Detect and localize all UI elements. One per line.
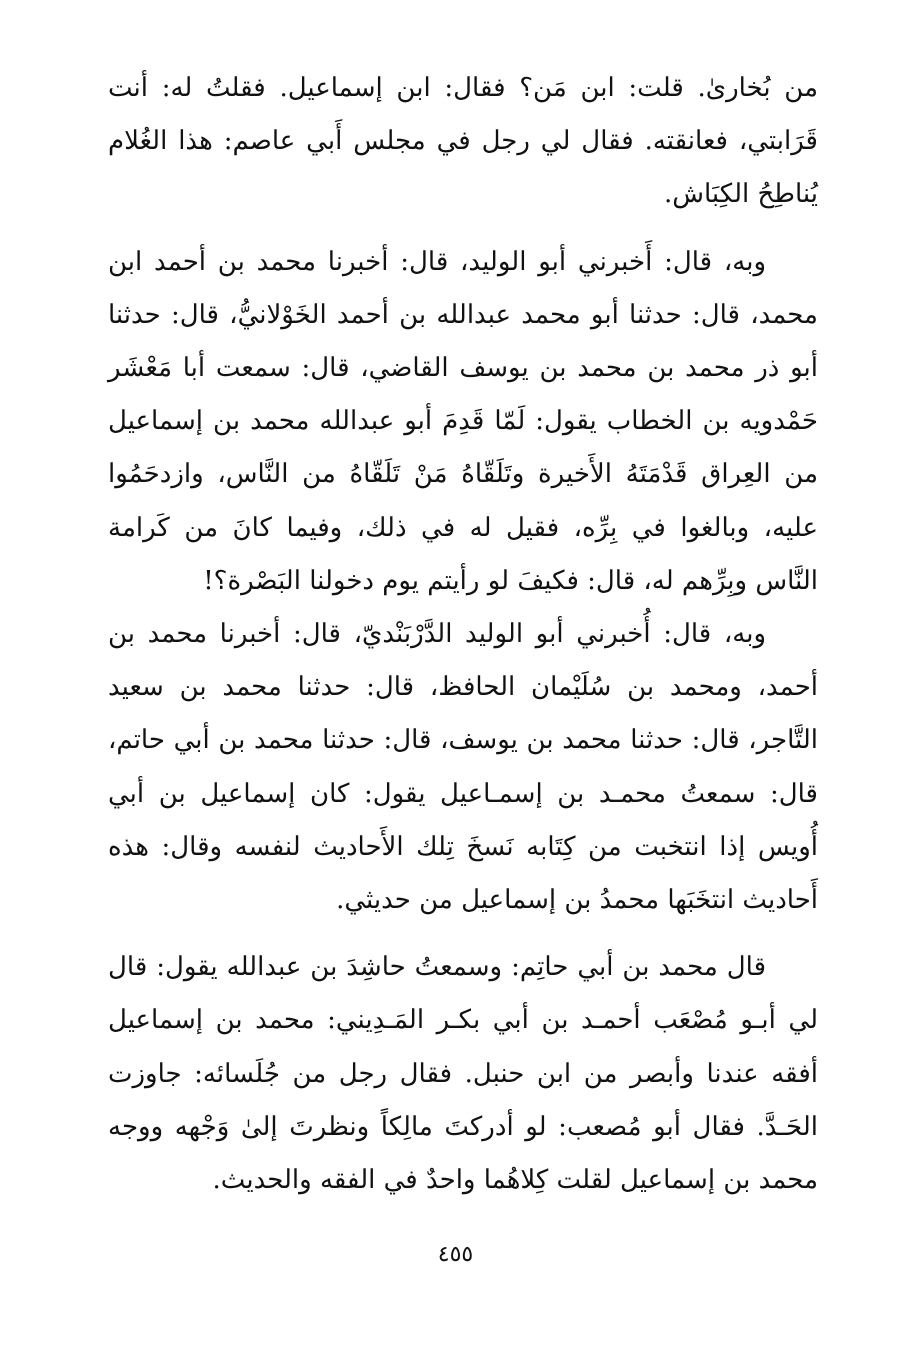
paragraph-1: من بُخارىٰ. قلت: ابن مَن؟ فقال: ابن إسماعيل. فقلتُ له: أنت قَرَابتي، فعانقته. فقال لي رجل في مجلس أَبي عاصم: هذا الغُلام يُناطِحُ الكِبَاش. <box>108 73 818 210</box>
paragraph-gap <box>108 927 818 941</box>
paragraph-gap <box>108 222 818 236</box>
paragraph-4: قال محمد بن أبي حاتِم: وسمعتُ حاشِدَ بن عبدالله يقول: قال لي أبـو مُصْعَب أحمـد بن أبي بكـر المَـدِيني: محمد بن إسماعيل أفقه عندنا وأبصر من ابن حنبل. فقال رجل من جُلَسائه: جاوزت الحَـدَّ. فقال أبو مُصعب: لو أدركتَ مالِكاً ونظرتَ إلىٰ وَجْهه ووجه محمد بن إسماعيل لقلت كِلاهُما واحدٌ في الفقه والحديث. <box>108 952 818 1196</box>
paragraph-3: وبه، قال: أُخبرني أبو الوليد الدَّرْبَنْديّ، قال: أخبرنا محمد بن أحمد، ومحمد بن سُلَيْمان الحافظ، قال: حدثنا محمد بن سعيد التَّاجر، قال: حدثنا محمد بن يوسف، قال: حدثنا محمد بن أبي حاتم، قال: سمعتُ محمـد بن إسمـاعيل يقول: كان إسماعيل بن أبي أُويس إذا انتخبت من كِتَابه نَسخَ تِلك الأَحاديث لنفسه وقال: هذه أَحاديث انتخَبَها محمدُ بن إسماعيل من حديثي. <box>108 619 818 916</box>
page-number: ٤٥٥ <box>437 1242 474 1267</box>
page-body <box>108 62 818 1207</box>
paragraph-2: وبه، قال: أَخبرني أبو الوليد، قال: أخبرنا محمد بن أحمد ابن محمد، قال: حدثنا أبو محمد عبدالله بن أحمد الخَوْلانيُّ، قال: حدثنا أبو ذر محمد بن محمد بن يوسف القاضي، قال: سمعت أبا مَعْشَر حَمْدويه بن الخطاب يقول: لَمّا قَدِمَ أبو عبدالله محمد بن إسماعيل من العِراق قَدْمَتَهُ الأَخيرة وتَلَقّاهُ مَنْ تَلَقّاهُ من النَّاس، وازدحَمُوا عليه، وبالغوا في بِرِّه، فقيل له في ذلك، وفيما كانَ من كَرامة النَّاس وبِرِّهم له، قال: فكيفَ لو رأيتم يوم دخولنا البَصْرة؟! <box>108 246 818 596</box>
